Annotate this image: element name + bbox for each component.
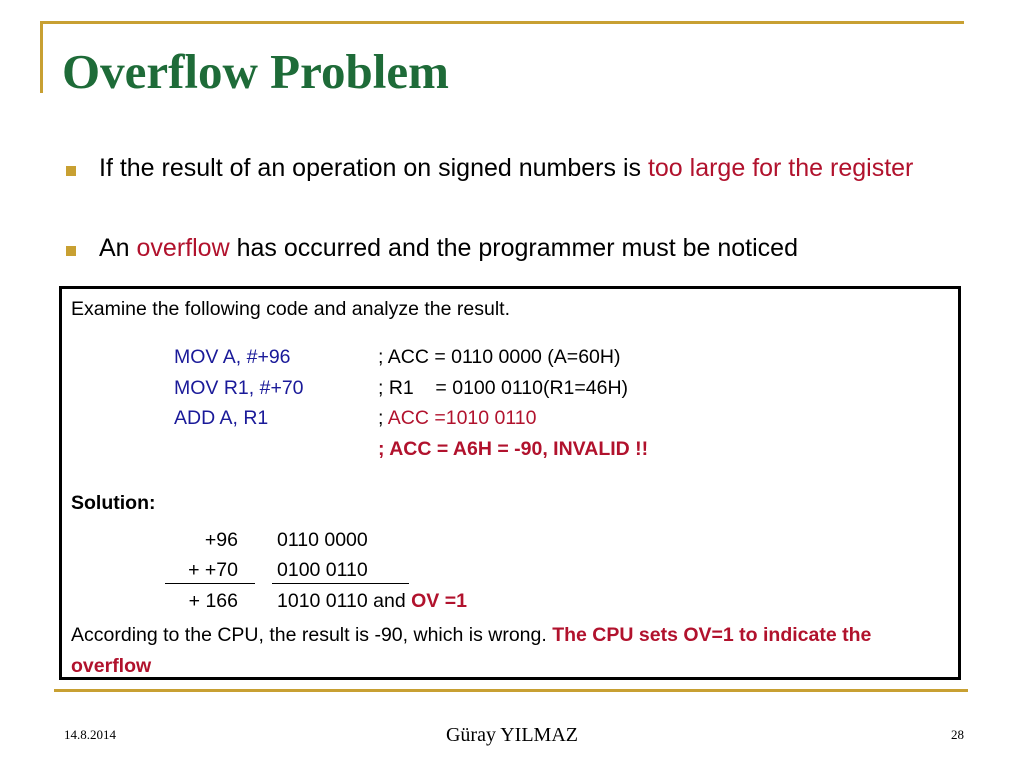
example-box (59, 286, 961, 680)
overflow-flag: OV =1 (411, 590, 467, 612)
code-comment-2: ; R1 = 0100 0110(R1=46H) (378, 377, 629, 399)
code-instruction-2: MOV R1, #+70 (174, 377, 304, 399)
code-comment-3-value: ACC =1010 0110 (387, 407, 537, 429)
bullet-2-highlight: overflow (136, 234, 230, 262)
slide-title: Overflow Problem (62, 44, 449, 99)
sum-binary-line (277, 589, 467, 613)
code-comment-3 (378, 406, 536, 430)
bullet-item-1 (99, 150, 974, 187)
conclusion-highlight: The CPU sets OV=1 to indicate the overflow (71, 624, 872, 677)
code-instruction-3: ADD A, R1 (174, 407, 269, 429)
code-comment-3-prefix: ; (378, 407, 388, 429)
footer-author: Güray YILMAZ (445, 724, 578, 746)
slide-bottom-rule (54, 689, 968, 692)
sum-binary: 1010 0110 (277, 590, 368, 612)
bullet-1-highlight: too large for the register (647, 154, 914, 182)
bullet-2-text-end: has occurred and the programmer must be noticed (229, 234, 798, 262)
solution-label: Solution: (71, 492, 156, 514)
conclusion (71, 620, 951, 682)
slide-left-rule (40, 21, 43, 93)
example-intro: Examine the following code and analyze the result. (71, 298, 511, 320)
addend-1-binary: 0110 0000 (277, 529, 368, 551)
bullet-2-text-start: An (99, 234, 137, 262)
code-instruction-1: MOV A, #+96 (174, 346, 291, 368)
footer-date: 14.8.2014 (64, 727, 116, 742)
bullet-square-icon (66, 166, 76, 176)
code-comment-1: ; ACC = 0110 0000 (A=60H) (378, 346, 621, 368)
invalid-note: ; ACC = A6H = -90, INVALID !! (378, 438, 649, 460)
addend-2-decimal: + +70 (188, 559, 238, 581)
bullet-1-text: If the result of an operation on signed numbers is (99, 154, 648, 182)
sum-and-word: and (367, 590, 412, 612)
conclusion-text: According to the CPU, the result is -90, which is wrong. (71, 624, 553, 646)
slide-top-rule (40, 21, 964, 24)
sum-decimal: + 166 (188, 590, 238, 612)
addend-1-decimal: +96 (204, 529, 238, 551)
addend-2-binary: 0100 0110 (277, 559, 368, 581)
sum-underline-binary (272, 583, 409, 584)
bullet-square-icon (66, 246, 76, 256)
sum-underline-decimal (165, 583, 255, 584)
footer-page-number: 28 (951, 727, 964, 742)
bullet-item-2 (99, 230, 974, 267)
